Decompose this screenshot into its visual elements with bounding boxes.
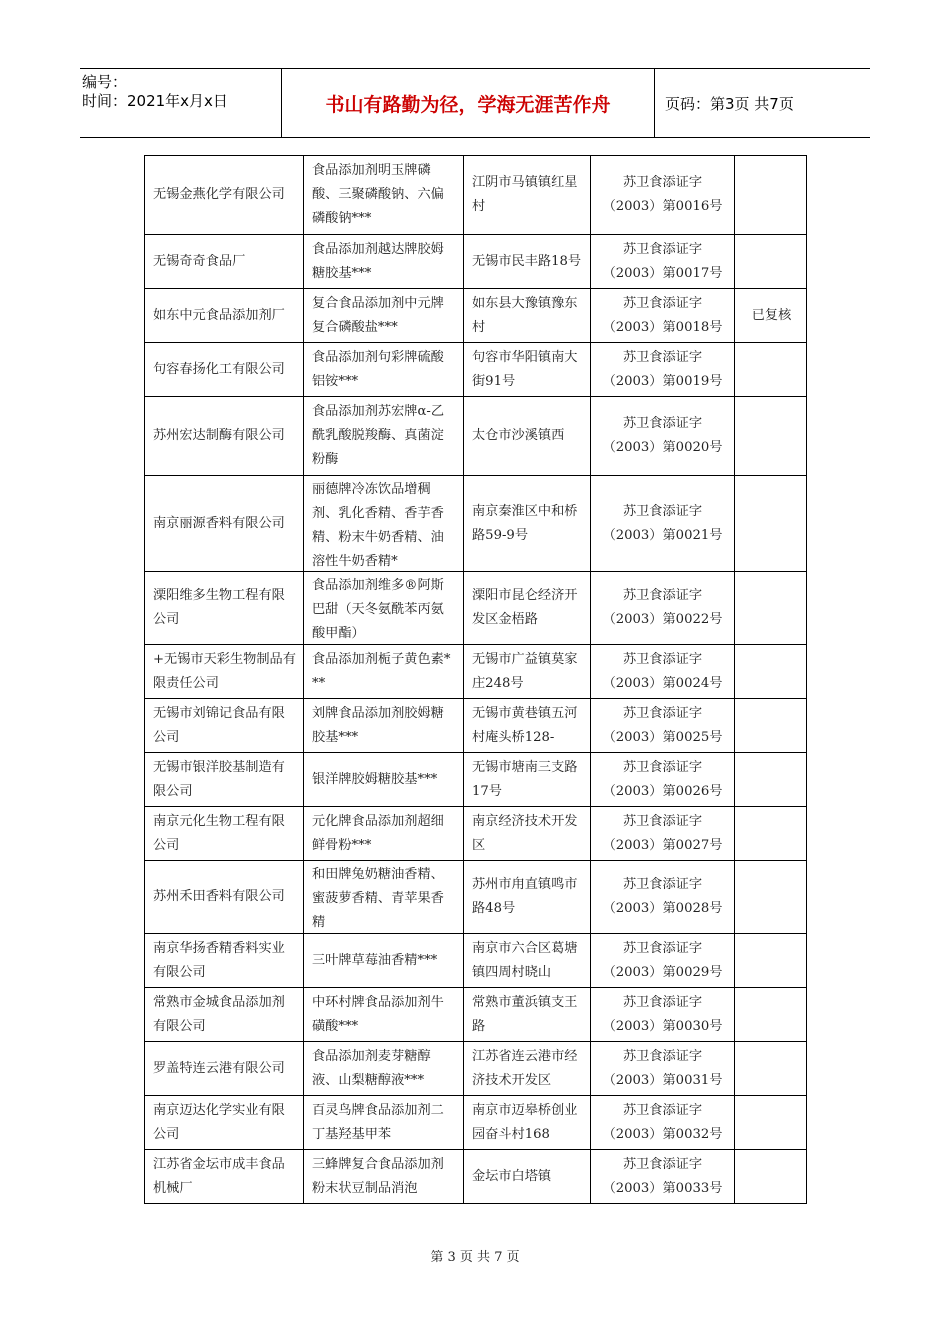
date-label: 时间：2021年x月x日 xyxy=(82,92,228,110)
address-cell-text: 江阴市马镇镇红星村 xyxy=(472,175,578,214)
note-cell xyxy=(735,156,807,235)
table-row xyxy=(145,1096,807,1150)
product-cell-text: 百灵鸟牌食品添加剂二丁基羟基甲苯 xyxy=(312,1102,444,1142)
license-cell xyxy=(591,1150,735,1204)
license-prefix: 苏卫食添证字 xyxy=(622,416,703,431)
license-prefix: 苏卫食添证字 xyxy=(622,940,703,956)
company-cell-text: 如东中元食品添加剂厂 xyxy=(153,307,285,323)
company-cell xyxy=(145,289,304,343)
product-cell xyxy=(304,807,464,861)
address-cell-text: 南京市迈皋桥创业园奋斗村168 xyxy=(472,1102,578,1142)
company-cell-text: 南京华扬香精香料实业有限公司 xyxy=(153,940,285,980)
company-cell-text: 苏州宏达制酶有限公司 xyxy=(153,428,285,443)
address-cell xyxy=(464,343,591,397)
note-cell xyxy=(735,289,807,343)
additive-license-table xyxy=(144,155,807,1204)
company-cell-text: 南京迈达化学实业有限公司 xyxy=(153,1102,285,1142)
address-cell xyxy=(464,1096,591,1150)
license-prefix: 苏卫食添证字 xyxy=(622,295,703,311)
company-cell-text: 常熟市金城食品添加剂有限公司 xyxy=(153,994,285,1034)
address-cell-text: 苏州市甪直镇鸣市路48号 xyxy=(472,877,578,916)
address-cell-text: 无锡市广益镇莫家庄248号 xyxy=(472,651,578,691)
note-cell xyxy=(735,343,807,397)
license-number: （2003）第0017号 xyxy=(602,265,723,281)
address-cell-text: 太仓市沙溪镇西 xyxy=(472,428,565,443)
address-cell-text: 如东县大豫镇豫东村 xyxy=(472,295,578,335)
license-cell xyxy=(591,699,735,753)
company-cell xyxy=(145,1042,304,1096)
company-cell-text: 无锡市刘锦记食品有限公司 xyxy=(153,705,285,745)
table-row xyxy=(145,861,807,934)
product-cell-text: 元化牌食品添加剂超细鲜骨粉*** xyxy=(312,813,444,853)
address-cell xyxy=(464,235,591,289)
address-cell xyxy=(464,572,591,645)
address-cell xyxy=(464,934,591,988)
product-cell-text: 食品添加剂麦芽糖醇液、山梨糖醇液*** xyxy=(312,1048,431,1088)
license-number: （2003）第0029号 xyxy=(602,964,723,980)
product-cell xyxy=(304,156,464,235)
license-prefix: 苏卫食添证字 xyxy=(622,651,703,667)
license-number: （2003）第0022号 xyxy=(602,612,723,627)
address-cell xyxy=(464,476,591,572)
license-prefix: 苏卫食添证字 xyxy=(622,503,703,519)
note-cell xyxy=(735,753,807,807)
address-cell xyxy=(464,1042,591,1096)
address-cell-text: 溧阳市昆仑经济开发区金梧路 xyxy=(472,588,578,627)
license-cell xyxy=(591,289,735,343)
table-body xyxy=(145,156,807,1204)
note-cell xyxy=(735,934,807,988)
table-row xyxy=(145,343,807,397)
address-cell xyxy=(464,988,591,1042)
note-cell xyxy=(735,572,807,645)
license-number: （2003）第0024号 xyxy=(602,675,723,691)
license-prefix: 苏卫食添证字 xyxy=(622,175,703,190)
license-prefix: 苏卫食添证字 xyxy=(622,877,703,892)
product-cell-text: 三蜂牌复合食品添加剂粉末状豆制品消泡 xyxy=(312,1156,444,1196)
company-cell xyxy=(145,476,304,572)
product-cell-text: 刘牌食品添加剂胶姆糖胶基*** xyxy=(312,705,444,745)
note-cell xyxy=(735,645,807,699)
company-cell-text: 江苏省金坛市成丰食品机械厂 xyxy=(153,1156,285,1196)
table-row xyxy=(145,753,807,807)
license-number: （2003）第0031号 xyxy=(602,1072,723,1088)
company-cell-text: 无锡市银洋胶基制造有限公司 xyxy=(153,759,285,799)
page-header xyxy=(80,68,870,138)
product-cell xyxy=(304,934,464,988)
product-cell xyxy=(304,861,464,934)
license-cell xyxy=(591,753,735,807)
address-cell-text: 句容市华阳镇南大街91号 xyxy=(472,349,578,389)
license-prefix: 苏卫食添证字 xyxy=(622,1156,703,1172)
table-row xyxy=(145,397,807,476)
product-cell-text: 食品添加剂维多®阿斯巴甜（天冬氨酰苯丙氨酸甲酯） xyxy=(312,577,444,641)
company-cell xyxy=(145,807,304,861)
page-footer: 第 3 页 共 7 页 xyxy=(430,1250,520,1265)
license-prefix: 苏卫食添证字 xyxy=(622,813,703,829)
table-row xyxy=(145,235,807,289)
product-cell-text: 食品添加剂明玉牌磷酸、三聚磷酸钠、六偏磷酸钠*** xyxy=(312,163,444,226)
license-cell xyxy=(591,235,735,289)
product-cell-text: 银洋牌胶姆糖胶基*** xyxy=(312,771,438,787)
company-cell xyxy=(145,572,304,645)
license-prefix: 苏卫食添证字 xyxy=(622,349,703,365)
company-cell xyxy=(145,156,304,235)
license-number: （2003）第0016号 xyxy=(602,199,723,214)
company-cell xyxy=(145,1096,304,1150)
product-cell xyxy=(304,289,464,343)
company-cell xyxy=(145,753,304,807)
license-cell xyxy=(591,572,735,645)
table-row xyxy=(145,807,807,861)
license-cell xyxy=(591,934,735,988)
license-cell xyxy=(591,645,735,699)
product-cell xyxy=(304,988,464,1042)
license-number: （2003）第0030号 xyxy=(602,1018,723,1034)
company-cell-text: 罗盖特连云港有限公司 xyxy=(153,1060,285,1076)
address-cell-text: 无锡市黄巷镇五河村庵头桥128- xyxy=(472,705,578,745)
company-cell xyxy=(145,934,304,988)
product-cell-text: 三叶牌草莓油香精*** xyxy=(312,952,438,968)
address-cell xyxy=(464,397,591,476)
company-cell-text: +无锡市天彩生物制品有限责任公司 xyxy=(153,651,296,691)
license-prefix: 苏卫食添证字 xyxy=(622,705,703,721)
license-prefix: 苏卫食添证字 xyxy=(622,994,703,1010)
license-cell xyxy=(591,807,735,861)
header-motto: 书山有路勤为径，学海无涯苦作舟 xyxy=(282,69,655,137)
company-cell xyxy=(145,699,304,753)
license-number: （2003）第0018号 xyxy=(602,319,723,335)
product-cell-text: 食品添加剂句彩牌硫酸铝铵*** xyxy=(312,349,444,389)
product-cell xyxy=(304,572,464,645)
address-cell xyxy=(464,699,591,753)
address-cell xyxy=(464,753,591,807)
table-row xyxy=(145,1150,807,1204)
note-cell xyxy=(735,699,807,753)
license-prefix: 苏卫食添证字 xyxy=(622,759,703,775)
license-prefix: 苏卫食添证字 xyxy=(622,588,703,603)
company-cell xyxy=(145,1150,304,1204)
note-cell-text: 已复核 xyxy=(751,307,792,323)
address-cell-text: 南京秦淮区中和桥路59-9号 xyxy=(472,503,578,543)
company-cell-text: 苏州禾田香料有限公司 xyxy=(153,889,285,904)
note-cell xyxy=(735,1150,807,1204)
note-cell xyxy=(735,1096,807,1150)
note-cell xyxy=(735,476,807,572)
company-cell-text: 句容春扬化工有限公司 xyxy=(153,361,285,377)
address-cell-text: 金坛市白塔镇 xyxy=(472,1168,552,1184)
product-cell-text: 食品添加剂苏宏牌α-乙酰乳酸脱羧酶、真菌淀粉酶 xyxy=(312,404,445,467)
note-cell xyxy=(735,235,807,289)
license-prefix: 苏卫食添证字 xyxy=(622,1102,703,1118)
address-cell xyxy=(464,289,591,343)
company-cell-text: 南京丽源香料有限公司 xyxy=(153,515,285,531)
license-number: （2003）第0021号 xyxy=(602,527,723,543)
license-number: （2003）第0019号 xyxy=(602,373,723,389)
license-number: （2003）第0032号 xyxy=(602,1126,723,1142)
table-row xyxy=(145,699,807,753)
license-number: （2003）第0033号 xyxy=(602,1180,723,1196)
license-cell xyxy=(591,1096,735,1150)
address-cell-text: 无锡市民丰路18号 xyxy=(472,253,582,269)
company-cell xyxy=(145,343,304,397)
table-row xyxy=(145,1042,807,1096)
license-number: （2003）第0020号 xyxy=(602,440,723,455)
license-prefix: 苏卫食添证字 xyxy=(622,1048,703,1064)
note-cell xyxy=(735,807,807,861)
header-meta xyxy=(80,69,282,137)
license-cell xyxy=(591,397,735,476)
license-number: （2003）第0027号 xyxy=(602,837,723,853)
address-cell xyxy=(464,861,591,934)
product-cell xyxy=(304,753,464,807)
company-cell-text: 无锡金燕化学有限公司 xyxy=(153,187,285,202)
address-cell-text: 南京市六合区葛塘镇四周村晓山 xyxy=(472,940,578,980)
license-cell xyxy=(591,1042,735,1096)
license-cell xyxy=(591,861,735,934)
product-cell-text: 丽德牌冷冻饮品增稠剂、乳化香精、香芋香精、粉末牛奶香精、油溶性牛奶香精* xyxy=(312,481,444,569)
license-cell xyxy=(591,156,735,235)
address-cell-text: 南京经济技术开发区 xyxy=(472,813,578,853)
number-label: 编号： xyxy=(82,73,128,91)
product-cell xyxy=(304,1150,464,1204)
product-cell xyxy=(304,1096,464,1150)
product-cell xyxy=(304,645,464,699)
company-cell-text: 溧阳维多生物工程有限公司 xyxy=(153,588,285,627)
table-row xyxy=(145,289,807,343)
product-cell xyxy=(304,397,464,476)
company-cell xyxy=(145,861,304,934)
note-cell xyxy=(735,861,807,934)
address-cell xyxy=(464,807,591,861)
license-number: （2003）第0025号 xyxy=(602,729,723,745)
table-row xyxy=(145,156,807,235)
address-cell xyxy=(464,156,591,235)
company-cell-text: 无锡奇奇食品厂 xyxy=(153,253,246,269)
product-cell xyxy=(304,1042,464,1096)
license-cell xyxy=(591,988,735,1042)
product-cell xyxy=(304,476,464,572)
note-cell xyxy=(735,397,807,476)
address-cell xyxy=(464,645,591,699)
note-cell xyxy=(735,1042,807,1096)
company-cell xyxy=(145,645,304,699)
product-cell-text: 中环村牌食品添加剂牛磺酸*** xyxy=(312,994,444,1034)
company-cell xyxy=(145,397,304,476)
address-cell-text: 江苏省连云港市经济技术开发区 xyxy=(472,1048,578,1088)
product-cell-text: 食品添加剂越达牌胶姆糖胶基*** xyxy=(312,241,444,281)
product-cell-text: 复合食品添加剂中元牌复合磷酸盐*** xyxy=(312,295,444,335)
address-cell-text: 无锡市塘南三支路17号 xyxy=(472,759,578,799)
license-cell xyxy=(591,343,735,397)
table-row xyxy=(145,645,807,699)
page-indicator: 页码：第3页 共7页 xyxy=(665,94,794,113)
table-row xyxy=(145,988,807,1042)
company-cell xyxy=(145,988,304,1042)
table-row xyxy=(145,476,807,572)
product-cell-text: 食品添加剂栀子黄色素*** xyxy=(312,651,451,691)
license-number: （2003）第0028号 xyxy=(602,901,723,916)
license-number: （2003）第0026号 xyxy=(602,783,723,799)
product-cell xyxy=(304,235,464,289)
product-cell xyxy=(304,699,464,753)
address-cell-text: 常熟市董浜镇支王路 xyxy=(472,994,578,1034)
note-cell xyxy=(735,988,807,1042)
company-cell xyxy=(145,235,304,289)
table-row xyxy=(145,934,807,988)
product-cell xyxy=(304,343,464,397)
table-row xyxy=(145,572,807,645)
license-prefix: 苏卫食添证字 xyxy=(622,241,703,257)
license-cell xyxy=(591,476,735,572)
product-cell-text: 和田牌兔奶糖油香精、蜜菠萝香精、青苹果香精 xyxy=(312,866,444,930)
address-cell xyxy=(464,1150,591,1204)
company-cell-text: 南京元化生物工程有限公司 xyxy=(153,813,285,853)
